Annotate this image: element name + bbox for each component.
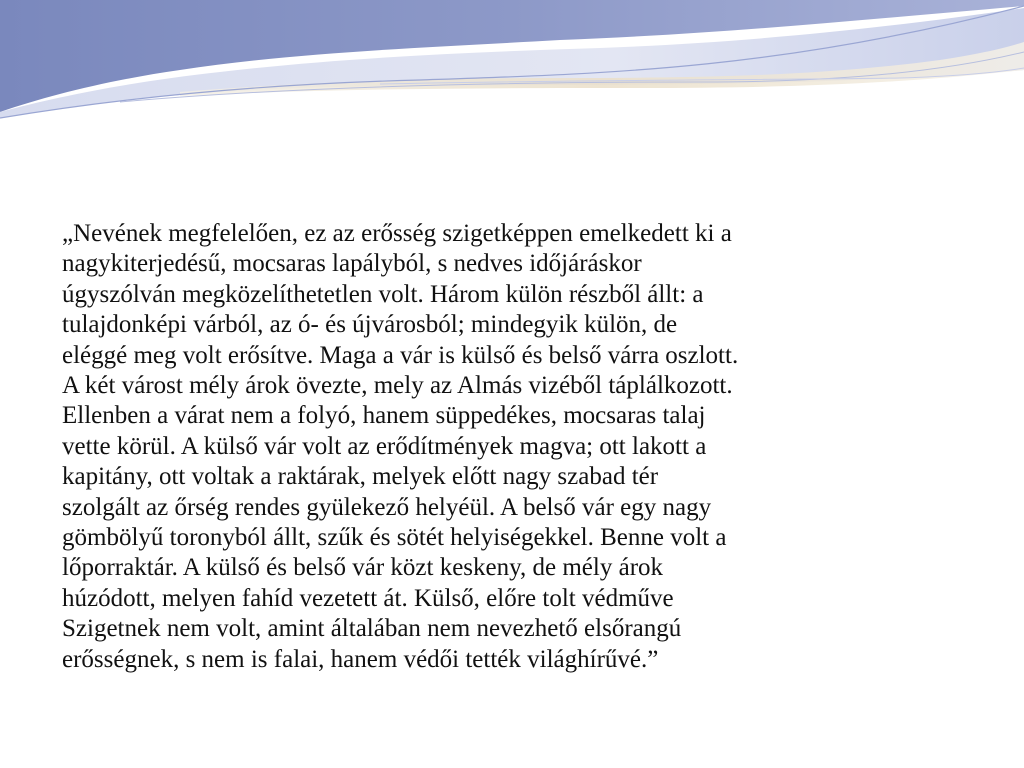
body-paragraph: „Nevének megfelelően, ez az erősség szigetképpen emelkedett ki a nagykiterjedésű, mocsaras lapályból, s nedves időjáráskor úgyszólván megközelíthetetlen volt. Három külön részből állt: a tulajdonképi várból, az ó- és újvárosból; mindegyik külön, de eléggé meg volt erősítve. Maga a vár is külső és belső várra oszlott. A két várost mély árok övezte, mely az Almás vizéből táplálkozott. Ellenben a várat nem a folyó, hanem süppedékes, mocsaras talaj vette körül. A külső vár volt az erődítmények magva; ott lakott a kapitány, ott voltak a raktárak, melyek előtt nagy szabad tér szolgált az őrség rendes gyülekező helyéül. A belső vár egy nagy gömbölyű toronyból állt, szűk és sötét helyiségekkel. Benne volt a lőporraktár. A külső és belső vár közt keskeny, de mély árok húzódott, melyen fahíd vezetett át. Külső, előre tolt védműve Szigetnek nem volt, amint általában nem nevezhető elsőrangú erősségnek, s nem is falai, hanem védői tették világhírűvé.” — [62, 220, 739, 673]
header-wave-decoration — [0, 0, 1024, 120]
